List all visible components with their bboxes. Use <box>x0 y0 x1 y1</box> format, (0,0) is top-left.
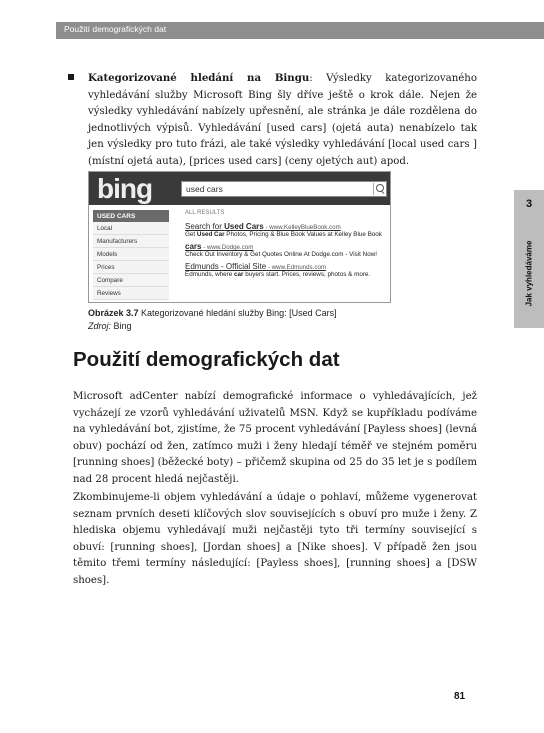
bullet-term: Kategorizované hledání na Bingu <box>88 72 310 84</box>
search-input[interactable] <box>181 181 387 197</box>
chapter-label: Jak vyhledáváme <box>524 240 534 306</box>
result-desc-pre: Edmunds, where <box>185 271 235 278</box>
search-icon[interactable] <box>373 183 385 195</box>
chapter-number: 3 <box>525 198 533 210</box>
result-title-bold: Used Cars <box>224 222 264 231</box>
result-desc-pre: Check Out Inventory & Get Quotes Online At Dodge.com - Visit Now! <box>185 251 378 258</box>
bing-header <box>89 172 391 205</box>
result-title-pre: Edmunds - Official Site <box>185 262 267 271</box>
result-url: - www.KelleyBlueBook.com <box>263 224 341 231</box>
running-header <box>56 22 544 39</box>
bullet-square-icon <box>68 74 74 80</box>
result-title-bold: cars <box>185 242 202 251</box>
sidebar-item-local[interactable]: Local <box>93 222 169 235</box>
result-item <box>185 222 389 238</box>
sidebar-item-reviews[interactable]: Reviews <box>93 287 169 300</box>
figure-label: Obrázek 3.7 <box>88 308 139 318</box>
bing-logo: bing <box>97 173 153 204</box>
result-desc-bold: Used Car <box>196 231 225 238</box>
result-description <box>185 251 389 258</box>
body-paragraph-2: Zkombinujeme-li objem vyhledávání a údaje o pohlaví, můžeme vygenerovat seznam prvních deseti klíčových slov souvisejících s obuví pro muže i ženy. Z hlediska objemu vyhledávají muži nejčastěji tyto tři termíny související s obuví: [running shoes], [Jordan shoes] a [Nike shoes]. V případě žen jsou těmito třemi termíny následující: [Payless shoes], [running shoes] a [DSW shoes]. <box>73 492 477 586</box>
result-title-link[interactable] <box>185 262 389 271</box>
running-header-title: Použití demografických dat <box>64 24 167 34</box>
result-desc-post: Photos, Pricing & Blue Book Values at Kelley Blue Book <box>224 231 382 238</box>
figure-source: Bing <box>111 321 132 331</box>
result-desc-pre: Get <box>185 231 197 238</box>
category-sidebar <box>93 210 169 300</box>
result-item <box>185 262 389 278</box>
sidebar-item-models[interactable]: Models <box>93 248 169 261</box>
section-heading: Použití demografických dat <box>73 348 340 371</box>
result-url: - www.Dodge.com <box>201 244 254 251</box>
bullet-body: : Výsledky kategorizovaného vyhledávání služby Microsoft Bing šly dříve ještě o krok dále. Nejen že výsledky vyhledávání nabízely upřesnění, ale stránka je dále rozdělena do jednotlivých výpisů. Vyhledávání [used cars] (ojetá auta) nenabízelo tak jen výsledky pro tuto frázi, ale také výsledky vyhledávání [local used cars ] (místní ojetá auta), [prices used cars] (ceny ojetých aut) apod. <box>88 73 477 167</box>
all-results-label: ALL RESULTS <box>185 210 225 216</box>
sidebar-item-manufacturers[interactable]: Manufacturers <box>93 235 169 248</box>
result-desc-post: buyers start. Prices, reviews, photos & more. <box>243 271 371 278</box>
sidebar-item-compare[interactable]: Compare <box>93 274 169 287</box>
result-title-link[interactable] <box>185 222 389 231</box>
category-sidebar-header: USED CARS <box>93 210 169 222</box>
bullet-paragraph <box>73 70 477 171</box>
bullet-item <box>73 70 477 171</box>
figure-caption-text: Kategorizované hledání služby Bing: [Used Cars] <box>138 308 337 318</box>
result-title-pre: Search for <box>185 222 225 231</box>
body-paragraph-1: Microsoft adCenter nabízí demografické informace o vyhledávajících, jež vycházejí ze vzorů vyhledávání uživatelů MSN. Když se kupříkladu podíváme na vyhledávání bot, zjistíme, že 75 procent vyhledávání [Payless shoes] (levná obuv) pochází od žen, zatímco muži i ženy hledají téměř ve stejném poměru [running shoes] (běžecké boty) – přičemž skupina od 25 do 35 let je s podílem nad 28 procent hledá nejčastěji. <box>73 391 477 485</box>
chapter-tab <box>514 190 544 328</box>
results-list <box>185 210 389 282</box>
result-description <box>185 231 389 238</box>
figure-caption <box>88 307 337 333</box>
bing-screenshot <box>88 171 391 303</box>
result-description <box>185 271 389 278</box>
result-title-link[interactable] <box>185 242 389 251</box>
search-value: used cars <box>186 184 223 194</box>
result-url: - www.Edmunds.com <box>266 264 327 271</box>
result-item <box>185 242 389 258</box>
page-number: 81 <box>454 691 466 702</box>
figure-source-label: Zdroj: <box>88 321 112 331</box>
sidebar-item-prices[interactable]: Prices <box>93 261 169 274</box>
result-desc-bold: car <box>234 271 244 278</box>
